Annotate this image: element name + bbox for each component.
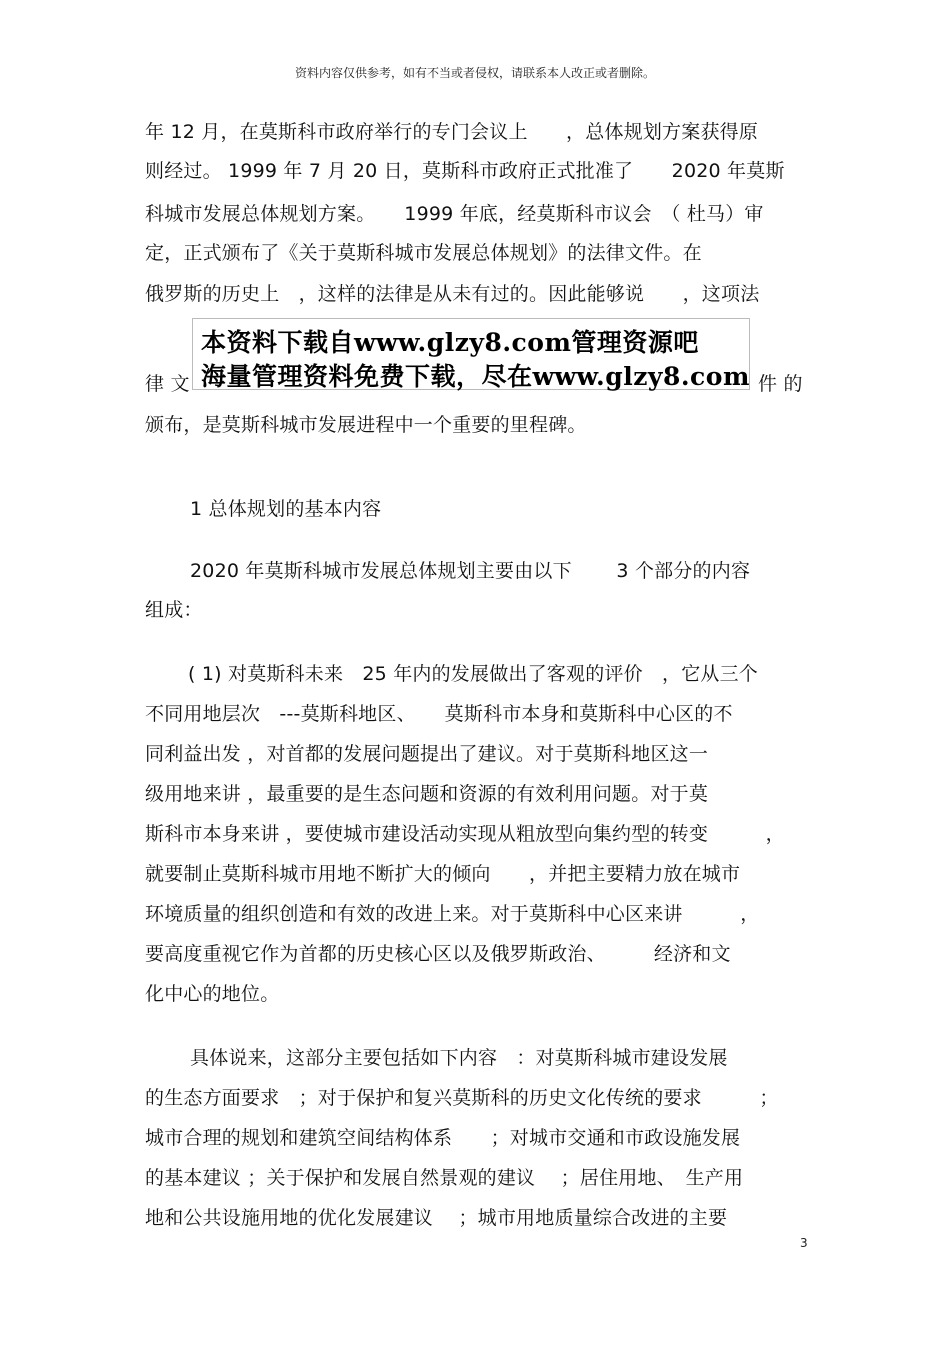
text-line: 年 12 月，在莫斯科市政府举行的专门会议上 ，总体规划方案获得原 <box>145 121 759 143</box>
text-line: 的生态方面要求 ；对于保护和复兴莫斯科的历史文化传统的要求 ； <box>145 1087 779 1109</box>
watermark-banner <box>192 318 750 390</box>
text-line: 要高度重视它作为首都的历史核心区以及俄罗斯政治、 经济和文 <box>145 943 731 965</box>
text-line: 斯科市本身来讲 ，要使城市建设活动实现从粗放型向集约型的转变 ， <box>145 823 785 845</box>
text-line-left: 律 文 <box>145 373 190 395</box>
text-line: 不同用地层次 ---莫斯科地区、 莫斯科市本身和莫斯科中心区的不 <box>145 703 733 725</box>
text-line: 城市合理的规划和建筑空间结构体系 ；对城市交通和市政设施发展 <box>145 1127 741 1149</box>
text-line: ( 1) 对莫斯科未来 25 年内的发展做出了客观的评价 ，它从三个 <box>188 663 759 685</box>
text-line: 地和公共设施用地的优化发展建议 ；城市用地质量综合改进的主要 <box>145 1207 728 1229</box>
text-line: 级用地来讲 ，最重要的是生态问题和资源的有效利用问题。对于莫 <box>145 783 709 805</box>
text-line: 具体说来，这部分主要包括如下内容 ：对莫斯科城市建设发展 <box>190 1047 728 1069</box>
text-line: 2020 年莫斯科城市发展总体规划主要由以下 3 个部分的内容 <box>190 560 751 582</box>
text-line: 同利益出发 ，对首都的发展问题提出了建议。对于莫斯科地区这一 <box>145 743 709 765</box>
text-line: 则经过。 1999 年 7 月 20 日，莫斯科市政府正式批准了 2020 年莫斯 <box>145 160 785 182</box>
text-line: 俄罗斯的历史上 ，这样的法律是从未有过的。因此能够说 ，这项法 <box>145 283 760 305</box>
disclaimer-header: 资料内容仅供参考，如有不当或者侵权，请联系本人改正或者删除。 <box>294 66 655 80</box>
text-line: 化中心的地位。 <box>145 983 280 1005</box>
text-line: 定，正式颁布了《关于莫斯科城市发展总体规划》的法律文件。在 <box>145 242 702 264</box>
text-line-right: 件 的 <box>758 373 803 395</box>
watermark-line: 本资料下载自www.glzy8.com管理资源吧 <box>201 328 699 357</box>
text-line: 科城市发展总体规划方案。 1999 年底，经莫斯科市议会 （ 杜马）审 <box>145 203 764 225</box>
text-line: 就要制止莫斯科城市用地不断扩大的倾向 ，并把主要精力放在城市 <box>145 863 741 885</box>
text-line: 组成： <box>145 599 203 621</box>
text-line: 的基本建议 ；关于保护和发展自然景观的建议 ；居住用地、 生产用 <box>145 1167 744 1189</box>
section-heading: 1 总体规划的基本内容 <box>190 498 382 520</box>
text-line: 环境质量的组织创造和有效的改进上来。对于莫斯科中心区来讲 ， <box>145 903 760 925</box>
page-number: 3 <box>800 1236 808 1250</box>
watermark-line: 海量管理资料免费下载，尽在www.glzy8.com <box>201 362 750 391</box>
text-line: 颁布，是莫斯科城市发展进程中一个重要的里程碑。 <box>145 414 587 436</box>
